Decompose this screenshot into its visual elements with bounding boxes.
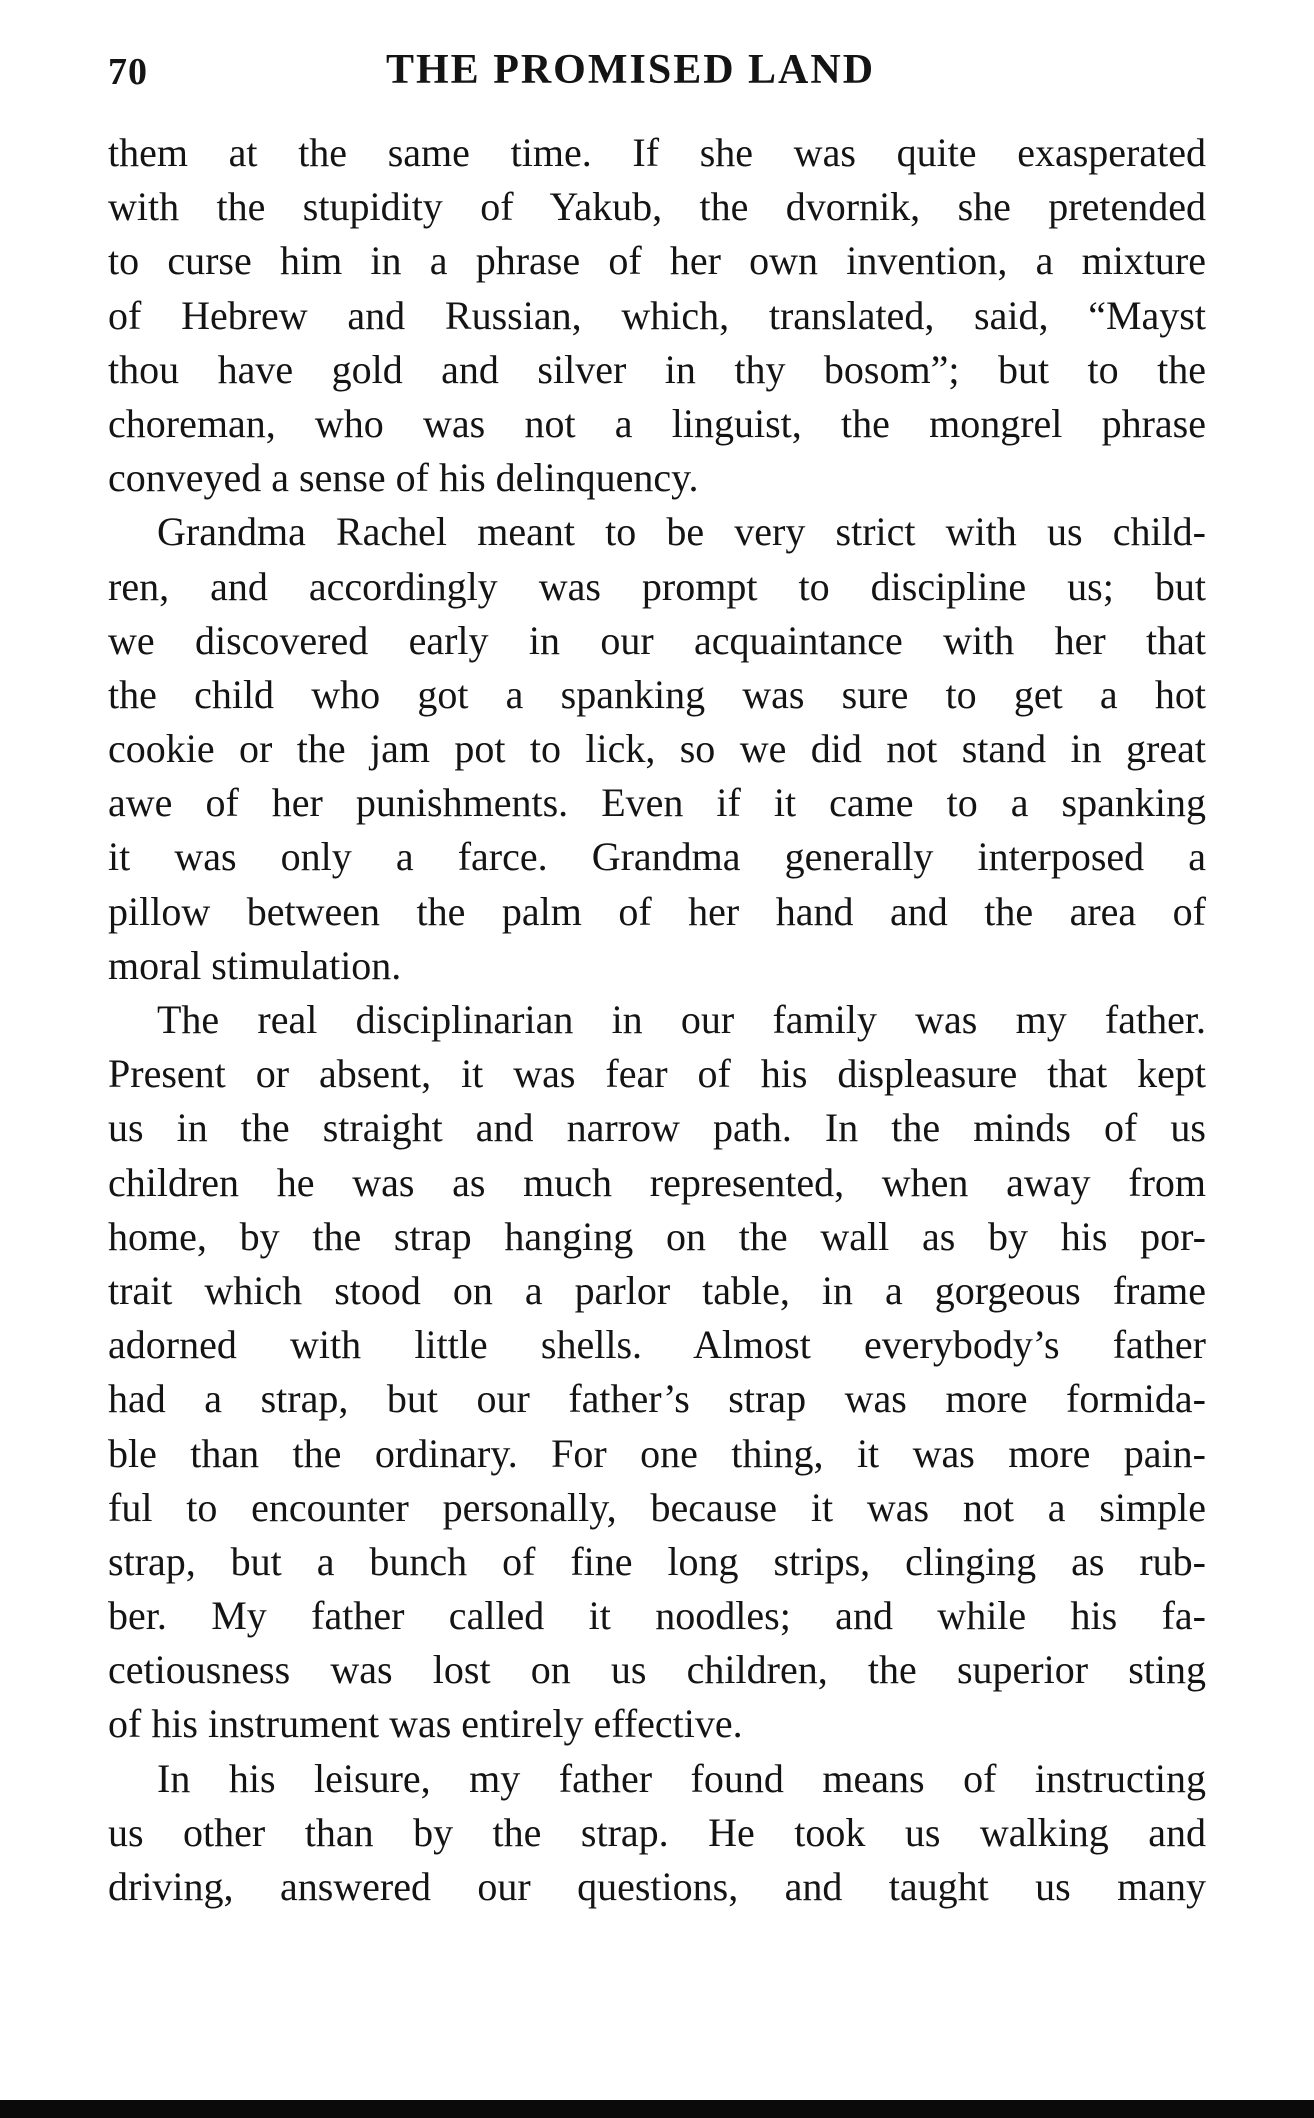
text-line: us other than by the strap. He took us walking and xyxy=(108,1809,1206,1855)
text-line: of Hebrew and Russian, which, translated, said, “Mayst xyxy=(108,292,1206,338)
text-line: home, by the strap hanging on the wall as by his por- xyxy=(108,1213,1206,1259)
text-line: children he was as much represented, when away from xyxy=(108,1159,1206,1205)
page-bottom-border xyxy=(0,2100,1314,2118)
text-line: of his instrument was entirely effective. xyxy=(108,1701,743,1747)
text-line: pillow between the palm of her hand and the area of xyxy=(108,888,1206,934)
text-line: awe of her punishments. Even if it came to a spanking xyxy=(108,780,1206,826)
text-line: thou have gold and silver in thy bosom”; but to the xyxy=(108,346,1206,392)
text-line: strap, but a bunch of fine long strips, clinging as rub- xyxy=(108,1538,1206,1584)
text-line: them at the same time. If she was quite exasperated xyxy=(108,130,1206,175)
text-line: we discovered early in our acquaintance with her that xyxy=(108,617,1206,663)
text-line: conveyed a sense of his delinquency. xyxy=(108,455,699,501)
running-header xyxy=(108,40,1206,100)
running-title: THE PROMISED LAND xyxy=(386,47,876,93)
text-line: with the stupidity of Yakub, the dvornik, she pretended xyxy=(108,184,1206,230)
text-line: adorned with little shells. Almost everybody’s father xyxy=(108,1322,1206,1368)
paragraph-first-line: Grandma Rachel meant to be very strict with us child- xyxy=(157,509,1206,555)
text-line: choreman, who was not a linguist, the mongrel phrase xyxy=(108,400,1206,446)
text-line: cookie or the jam pot to lick, so we did not stand in great xyxy=(108,726,1206,772)
paragraph-first-line: In his leisure, my father found means of instructing xyxy=(157,1755,1206,1801)
paragraph-first-line: The real disciplinarian in our family was my father. xyxy=(157,997,1206,1042)
text-line: ren, and accordingly was prompt to discipline us; but xyxy=(108,563,1206,609)
text-line: the child who got a spanking was sure to get a hot xyxy=(108,671,1206,717)
page-number: 70 xyxy=(108,51,148,93)
text-line: to curse him in a phrase of her own invention, a mixture xyxy=(108,238,1206,284)
text-line: us in the straight and narrow path. In the minds of us xyxy=(108,1105,1206,1151)
body-text xyxy=(108,126,1206,1914)
text-line: trait which stood on a parlor table, in a gorgeous frame xyxy=(108,1267,1206,1313)
text-line: moral stimulation. xyxy=(108,942,402,988)
text-line: driving, answered our questions, and taught us many xyxy=(108,1864,1206,1909)
text-line: it was only a farce. Grandma generally interposed a xyxy=(108,834,1206,880)
text-line: ble than the ordinary. For one thing, it was more pain- xyxy=(108,1430,1206,1476)
text-line: cetiousness was lost on us children, the superior sting xyxy=(108,1647,1206,1693)
text-line: ful to encounter personally, because it was not a simple xyxy=(108,1484,1206,1530)
text-line: had a strap, but our father’s strap was more formida- xyxy=(108,1376,1206,1422)
text-line: ber. My father called it noodles; and while his fa- xyxy=(108,1593,1206,1639)
text-line: Present or absent, it was fear of his displeasure that kept xyxy=(108,1051,1206,1097)
